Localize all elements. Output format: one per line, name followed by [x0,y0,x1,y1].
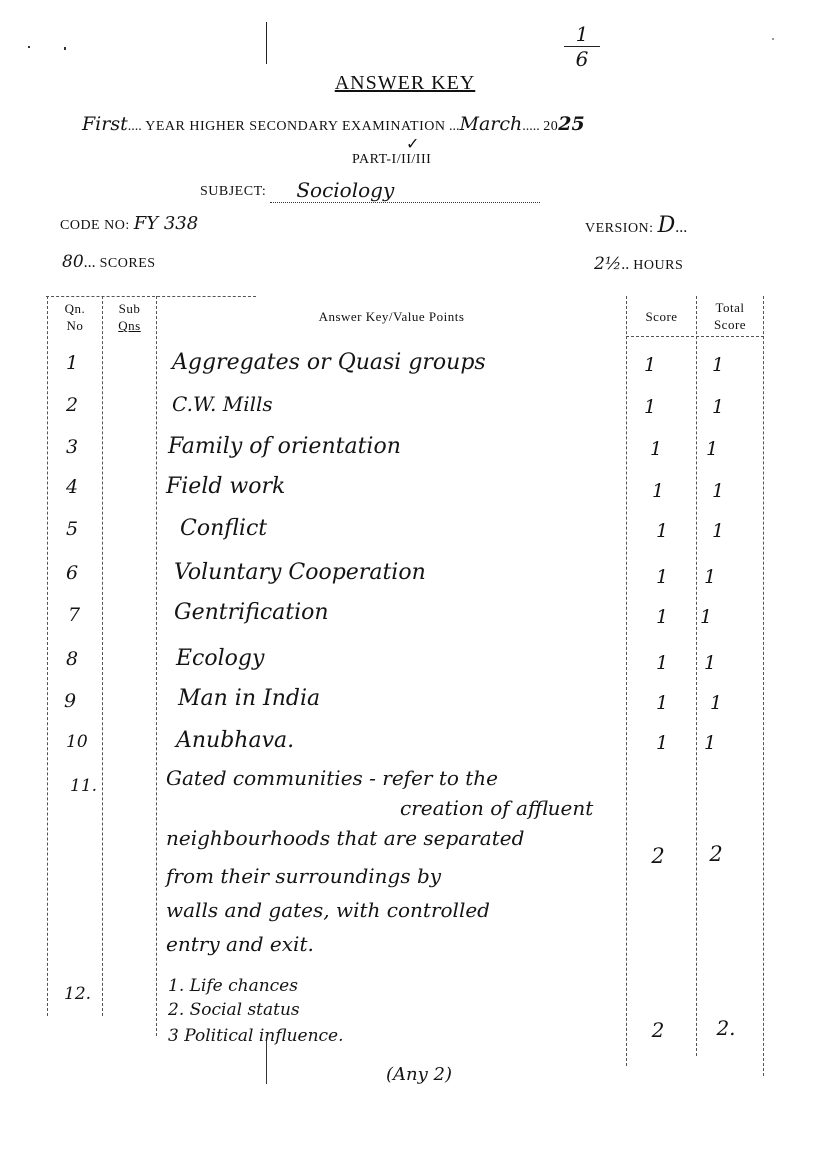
answer-text: Anubhava. [176,728,295,753]
version-line [585,213,687,238]
answer-line: from their surroundings by [166,864,442,888]
col-border-sub [156,296,157,1036]
header-total-score [697,299,763,333]
answer-line: 3 Political influence. [168,1026,344,1046]
score-value: 1 [655,566,669,588]
header-qn-line1: Qn. [64,301,86,316]
qn-number: 8 [66,648,79,670]
qn-number: 5 [66,518,79,540]
header-score: Score [645,309,678,324]
answer-line: 2. Social status [168,1000,300,1020]
total-score-value: 1 [703,732,717,754]
dots: ... [449,119,460,134]
dots: ... [83,254,96,271]
qn-number: 7 [68,604,81,626]
page-title: ANSWER KEY [334,72,476,94]
answer-line: 1. Life chances [168,976,298,996]
page-number-current: 1 [575,22,589,46]
code-line [60,213,198,234]
qn-number: 6 [66,562,79,584]
answer-text: Ecology [176,646,265,671]
dots: .... [127,119,146,134]
col-border-qn [102,296,103,1016]
col-border-score [696,296,697,1056]
total-score-value: 1 [711,480,725,502]
subject-value: Sociology [296,178,395,202]
subject-field [270,178,540,203]
answer-line: walls and gates, with controlled [166,898,490,922]
qn-number: 1 [66,352,79,374]
qn-number: 2 [66,394,79,416]
exam-year-level: First [82,113,128,135]
total-score-value: 1 [705,438,719,460]
subject-label: SUBJECT: [200,184,267,199]
top-vertical-mark [266,22,267,64]
score-value: 1 [655,606,669,628]
score-value: 1 [655,692,669,714]
score-value: 1 [643,354,657,376]
part-label: PART-I/II/III [352,152,432,167]
hours-line [594,254,683,274]
total-score-value: 1 [711,520,725,542]
qn-number: 3 [66,436,79,458]
scores-line [62,252,156,272]
answer-text: Aggregates or Quasi groups [172,350,486,375]
total-score-value: 1 [699,606,713,628]
version-label: VERSION: [585,221,654,236]
score-value: 1 [655,652,669,674]
scores-label: SCORES [99,256,156,271]
header-qn-line2: No [66,318,84,333]
exam-line [82,113,585,135]
exam-year-prefix: 20 [543,119,559,134]
exam-year-suffix: 25 [558,113,585,135]
header-bottom-border [626,336,764,337]
col-border-left [47,296,48,1016]
dots: ... [675,219,688,236]
hours-value: 2½ [594,254,622,274]
answer-text: Man in India [178,686,321,711]
version-value: D [657,213,676,238]
scan-speck [772,38,774,40]
qn-number: 9 [64,690,77,712]
total-score-value: 1 [709,692,723,714]
answer-text: Conflict [180,516,268,541]
qn-number: 10 [66,732,88,752]
answer-line: neighbourhoods that are separated [166,826,525,850]
answer-text: Family of orientation [168,434,401,459]
total-score-value: 1 [703,652,717,674]
answer-text: Field work [166,474,286,499]
table-top-border [46,296,256,297]
score-value: 2 [651,1018,665,1042]
code-value: FY 338 [133,213,199,234]
part-check-mark: ✓ [406,136,420,153]
total-score-value: 2 [709,842,723,866]
hours-label: HOURS [633,258,684,273]
header-answer: Answer Key/Value Points [318,309,465,324]
margin-mark [266,1040,267,1084]
qn-number: 12. [64,984,92,1004]
answer-line: entry and exit. [166,932,314,956]
exam-name: YEAR HIGHER SECONDARY EXAMINATION [145,119,446,134]
score-value: 2 [651,844,665,868]
subject-line [200,176,540,201]
header-sub-qns [103,300,156,334]
total-score-value: 1 [711,396,725,418]
answer-text: C.W. Mills [172,392,273,416]
score-value: 1 [649,438,663,460]
page-number-total: 6 [575,47,589,71]
total-score-value: 1 [703,566,717,588]
score-value: 1 [651,480,665,502]
answer-note: (Any 2) [386,1064,452,1085]
score-value: 1 [655,732,669,754]
qn-number: 4 [66,476,79,498]
score-value: 1 [655,520,669,542]
answer-text: Gentrification [174,600,329,625]
dots: ..... [522,119,544,134]
total-score-value: 2. [716,1016,736,1040]
header-total-line1: Total [715,300,745,315]
answer-line: Gated communities - refer to the [166,766,499,790]
header-qn-no [48,300,102,334]
scores-value: 80 [62,252,84,272]
answer-line: creation of affluent [400,796,594,820]
header-sub-line2: Qns [118,318,141,333]
answer-text: Voluntary Cooperation [174,560,426,585]
dots: .. [621,256,630,273]
code-label: CODE NO: [60,218,130,233]
qn-number: 11. [70,776,98,796]
page-number [560,24,604,69]
score-value: 1 [643,396,657,418]
scan-speck [28,46,30,48]
col-border-right [763,296,764,1076]
total-score-value: 1 [711,354,725,376]
header-sub-line1: Sub [118,301,141,316]
col-border-answer [626,296,627,1066]
exam-month: March [459,113,523,135]
header-total-line2: Score [713,317,747,332]
scan-speck [64,47,66,50]
